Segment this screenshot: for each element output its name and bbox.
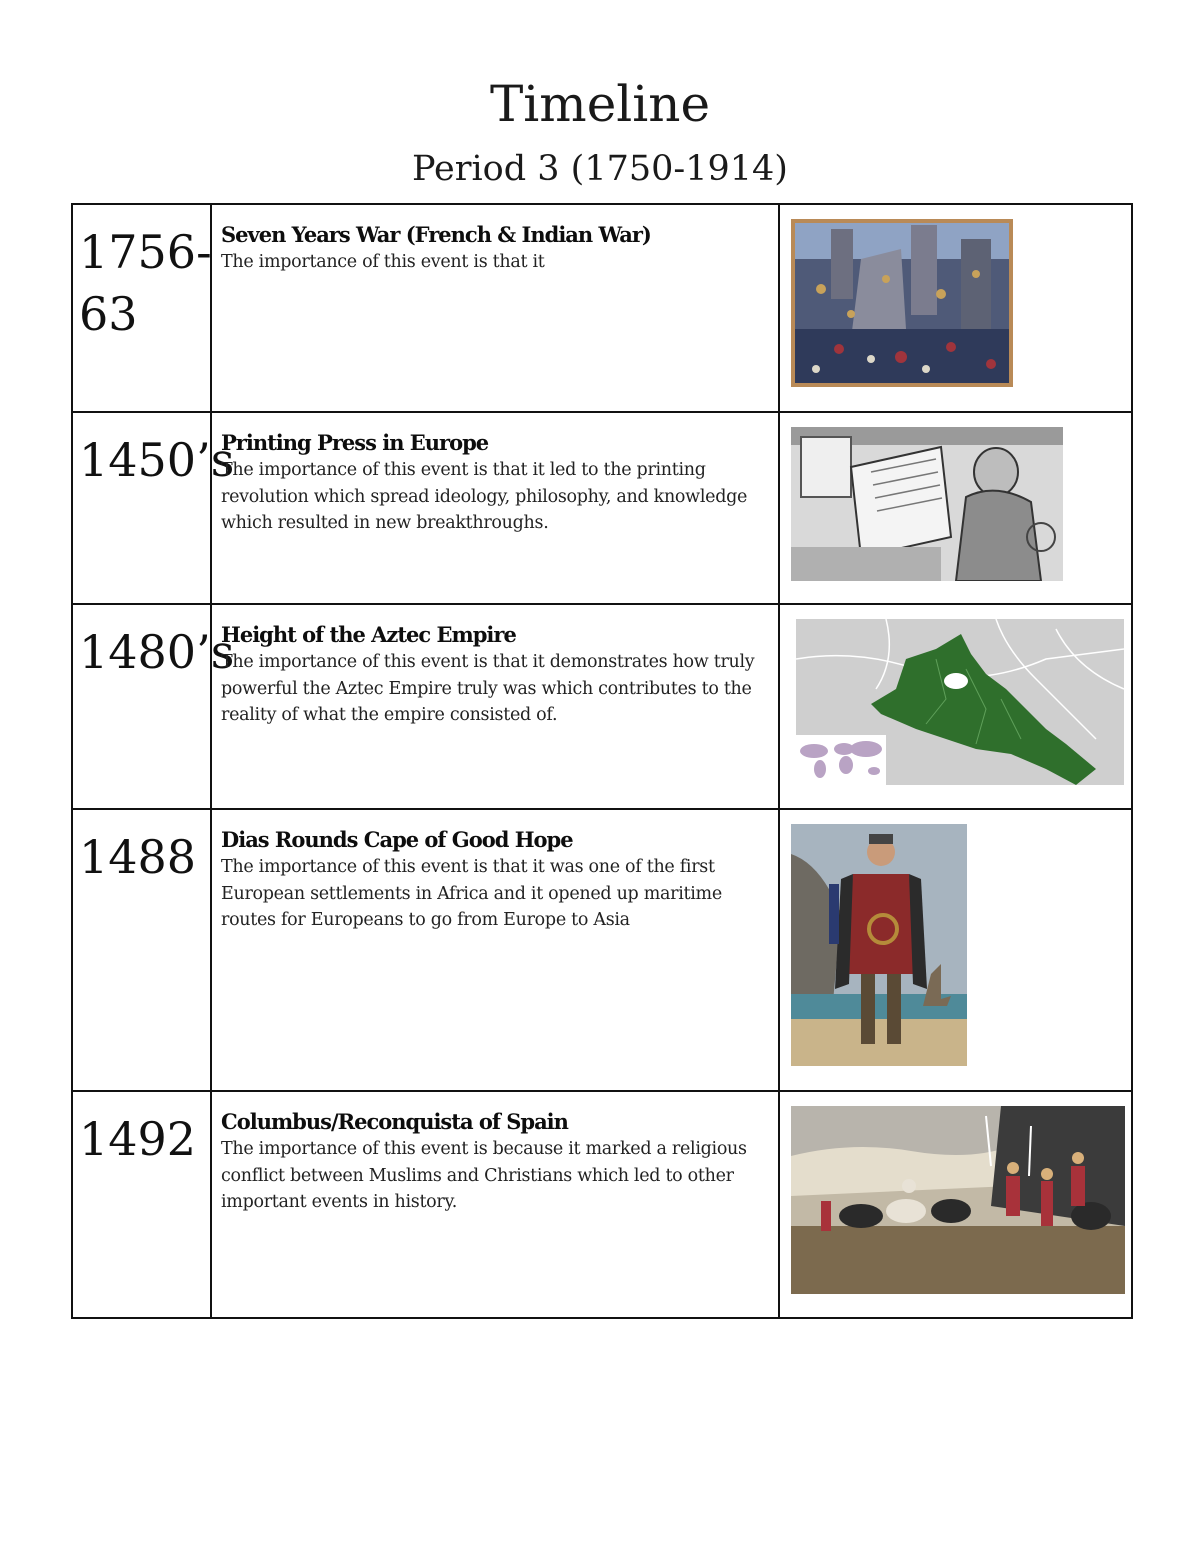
dias-explorer-portrait — [791, 824, 967, 1066]
event-title: Printing Press in Europe — [221, 430, 489, 455]
printing-press-engraving — [791, 427, 1063, 581]
timeline-row — [72, 604, 1132, 809]
event-image-cell — [779, 204, 1132, 412]
event-year — [72, 204, 211, 412]
event-description-cell — [211, 1091, 779, 1318]
event-description-cell — [211, 204, 779, 412]
event-image-cell — [779, 1091, 1132, 1318]
surrender-of-granada-painting — [791, 1106, 1125, 1294]
timeline-row — [72, 204, 1132, 412]
event-year: 1480’s — [72, 604, 211, 809]
event-title: Dias Rounds Cape of Good Hope — [221, 827, 573, 852]
event-text: The importance of this event is because it marked a religious conflict between Muslims and Christians which led to other important events in history. — [221, 1139, 747, 1212]
timeline-row — [72, 809, 1132, 1091]
page-subtitle: Period 3 (1750-1914) — [412, 149, 788, 189]
timeline-row — [72, 412, 1132, 604]
event-title: Columbus/Reconquista of Spain — [221, 1109, 568, 1134]
event-year: 1450’s — [72, 412, 211, 604]
event-description-cell — [211, 809, 779, 1091]
event-year-line-1: 1756- — [79, 225, 212, 279]
event-year-line-2: 63 — [79, 287, 138, 341]
event-description-cell — [211, 412, 779, 604]
event-image-cell — [779, 809, 1132, 1091]
timeline-table — [71, 203, 1133, 1319]
event-image-cell — [779, 604, 1132, 809]
event-title: Height of the Aztec Empire — [221, 622, 516, 647]
medieval-siege-illustration — [791, 219, 1013, 387]
event-year: 1488 — [72, 809, 211, 1091]
event-text: The importance of this event is that it was one of the first European settlements in Africa and it opened up maritime routes for Europeans to go from Europe to Asia — [221, 857, 722, 930]
event-image-cell — [779, 412, 1132, 604]
event-text: The importance of this event is that it demonstrates how truly powerful the Aztec Empire truly was which contributes to the reality of what the empire consisted of. — [221, 652, 755, 725]
event-title: Seven Years War (French & Indian War) — [221, 222, 651, 247]
page-title: Timeline — [489, 75, 711, 133]
event-text: The importance of this event is that it — [221, 252, 545, 272]
timeline-row — [72, 1091, 1132, 1318]
event-description-cell — [211, 604, 779, 809]
event-text: The importance of this event is that it led to the printing revolution which spread ideology, philosophy, and knowledge which resulted in new breakthroughs. — [221, 460, 748, 533]
aztec-empire-map — [796, 619, 1124, 785]
event-year: 1492 — [72, 1091, 211, 1318]
